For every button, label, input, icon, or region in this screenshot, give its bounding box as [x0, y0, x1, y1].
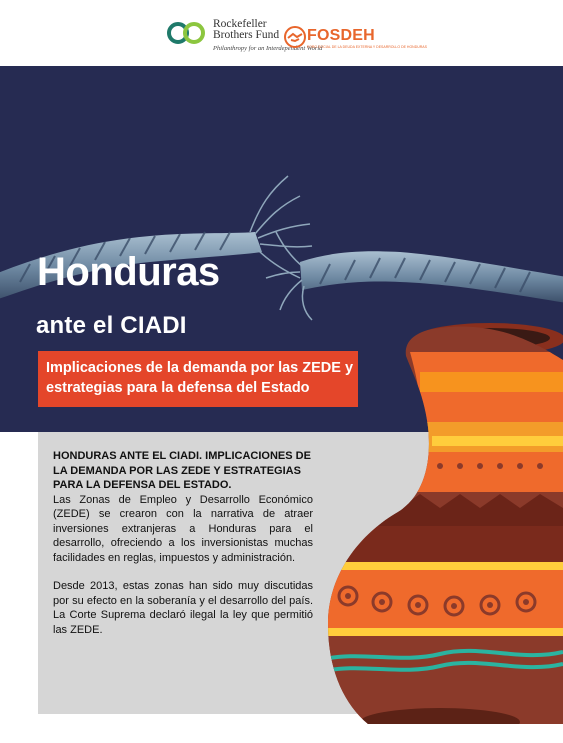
fosdeh-handshake-icon — [284, 26, 306, 48]
fosdeh-tagline: FORO SOCIAL DE LA DEUDA EXTERNA Y DESARROLLO DE HONDURAS — [307, 45, 427, 49]
cover-title: Honduras — [37, 250, 220, 294]
cover-subtitle: ante el CIADI — [36, 312, 187, 339]
header — [0, 0, 563, 66]
body-heading: HONDURAS ANTE EL CIADI. IMPLICACIONES DE LA DEMANDA POR LAS ZEDE Y ESTRATEGIAS PARA LA DEFENSA DEL ESTADO. — [53, 450, 311, 491]
body-text-block — [53, 449, 313, 637]
cover-tagline-box — [38, 351, 358, 407]
rockefeller-brothers-fund-logo — [166, 20, 210, 46]
cover-tagline: Implicaciones de la demanda por las ZEDE y estrategias para la defensa del Estado — [46, 360, 354, 396]
fosdeh-name: FOSDEH — [307, 27, 375, 44]
rbf-tagline: Philanthropy for an Interdependent World — [213, 45, 323, 52]
body-paragraph-2: Desde 2013, estas zonas han sido muy discutidas por su efecto en la soberanía y el desarrollo del país. La Corte Suprema declaró ilegal la ley que permitió las ZEDE. — [53, 580, 313, 636]
body-paragraph-1: Las Zonas de Empleo y Desarrollo Económico (ZEDE) se crearon con la narrativa de atraer inversiones extranjeras a Honduras para el desarrollo, ofreciendo a los inversionistas muchas facilidades en reglas, impuestos y administración. — [53, 493, 313, 564]
rbf-name: Rockefeller Brothers Fund — [213, 18, 280, 41]
clay-vase-illustration — [320, 312, 563, 724]
